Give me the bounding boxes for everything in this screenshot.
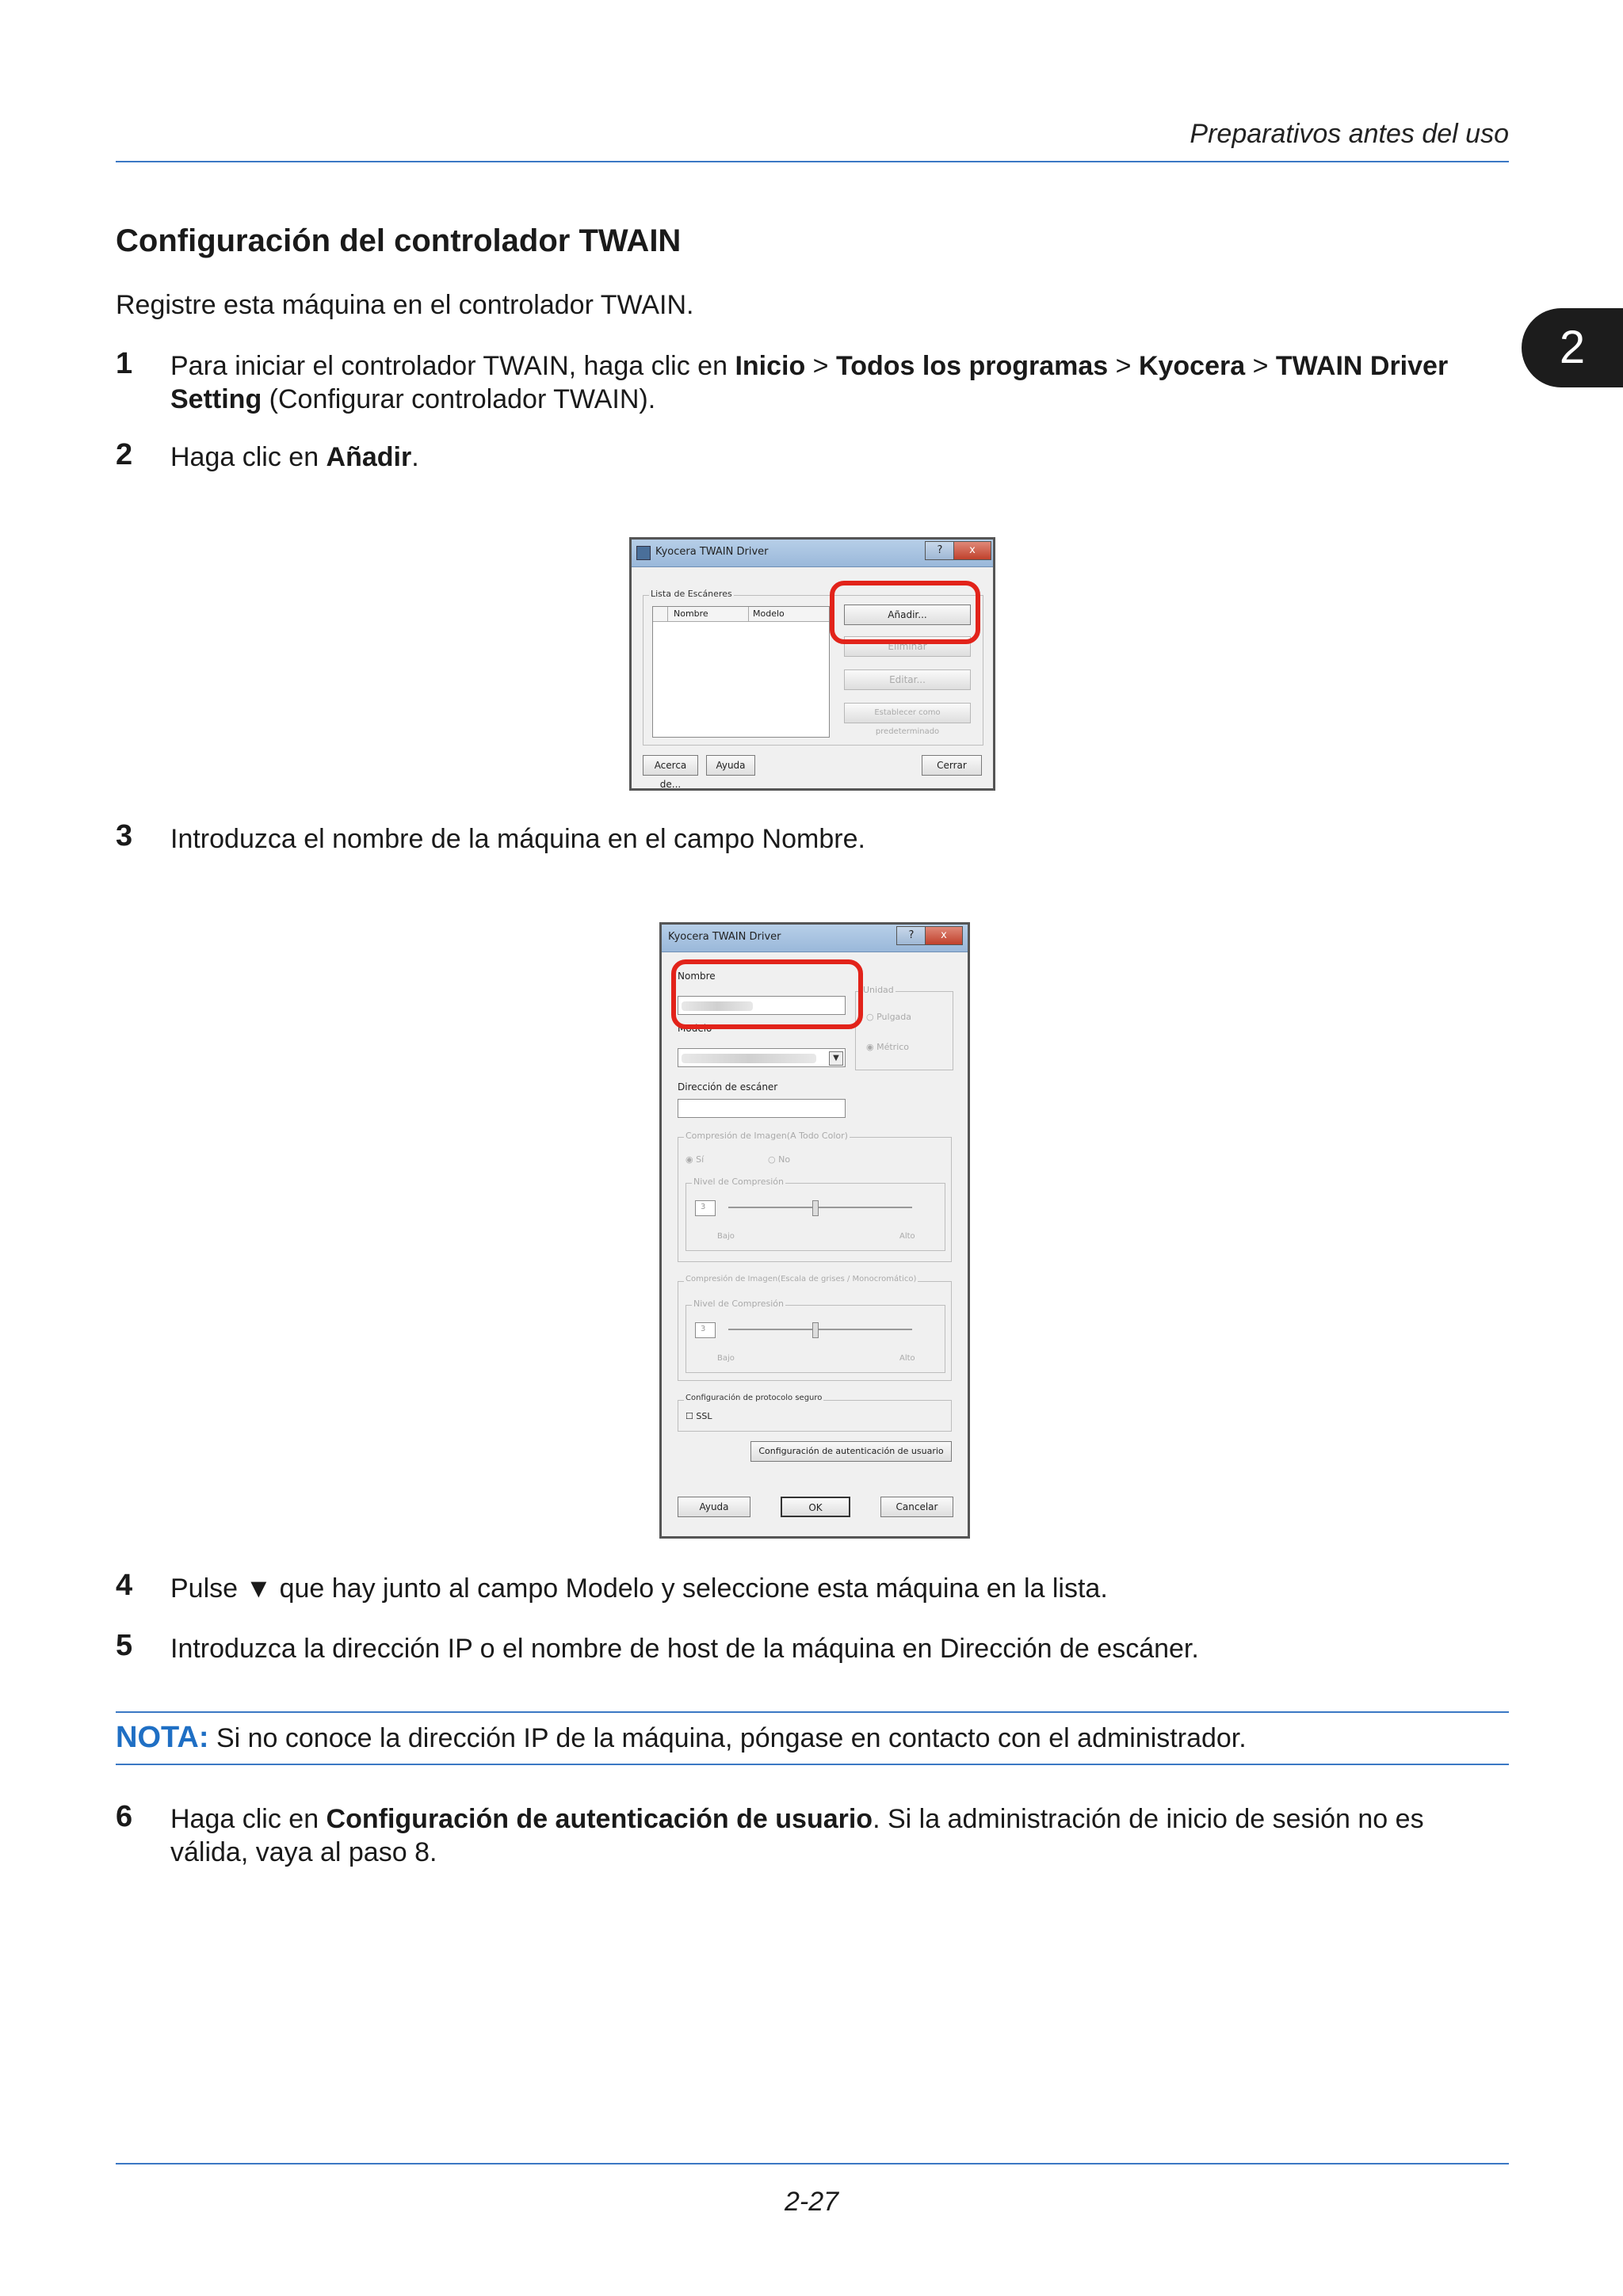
scanner-list[interactable] <box>652 606 830 738</box>
group-label: Configuración de protocolo seguro <box>685 1394 823 1402</box>
unit-group <box>855 991 953 1070</box>
group-label: Compresión de Imagen(A Todo Color) <box>685 1131 848 1141</box>
help-title-button[interactable]: ? <box>896 926 926 945</box>
step-text: Pulse ▼ que hay junto al campo Modelo y seleccione esta máquina en la lista. <box>170 1573 1108 1604</box>
slider-thumb[interactable] <box>812 1322 819 1338</box>
delete-button[interactable]: Eliminar <box>844 636 971 657</box>
compression-level-group <box>685 1183 945 1251</box>
group-label: Unidad <box>863 985 894 995</box>
secure-protocol-group <box>678 1400 952 1432</box>
section-title: Configuración del controlador TWAIN <box>116 223 682 258</box>
model-label: Modelo <box>678 1023 712 1034</box>
running-header: Preparativos antes del uso <box>1190 119 1509 149</box>
high-label: Alto <box>899 1354 915 1363</box>
compression-slider[interactable] <box>728 1207 912 1208</box>
step-text: Para iniciar el controlador TWAIN, haga clic en Inicio > Todos los programas > Kyocera > TWAIN Driver Setting (Configurar controlador TWAIN). <box>170 351 1449 414</box>
set-default-button[interactable]: Establecer como predeterminado <box>844 703 971 723</box>
address-label: Dirección de escáner <box>678 1081 778 1093</box>
edit-button[interactable]: Editar... <box>844 669 971 690</box>
compression-slider[interactable] <box>728 1329 912 1330</box>
note <box>116 1721 1509 1755</box>
level-value: 3 <box>695 1322 716 1338</box>
step-number: 3 <box>116 819 133 852</box>
group-label: Nivel de Compresión <box>693 1299 785 1309</box>
highlight-ring <box>830 581 980 644</box>
step-number: 6 <box>116 1800 133 1833</box>
compression-level-group-2 <box>685 1305 945 1373</box>
model-select[interactable] <box>678 1048 846 1067</box>
group-label: Lista de Escáneres <box>651 589 732 599</box>
metric-radio[interactable]: ◉ Métrico <box>866 1042 910 1052</box>
slider-thumb[interactable] <box>812 1200 819 1216</box>
step-text: Introduzca el nombre de la máquina en el campo Nombre. <box>170 824 865 854</box>
column-model[interactable]: Modelo <box>753 608 785 619</box>
step-number: 4 <box>116 1569 133 1602</box>
close-title-button[interactable]: x <box>953 541 991 560</box>
low-label: Bajo <box>717 1354 735 1363</box>
yes-radio[interactable]: ◉ Sí <box>685 1154 705 1165</box>
intro-text: Registre esta máquina en el controlador TWAIN. <box>116 290 694 320</box>
step-text: Haga clic en Configuración de autenticación de usuario. Si la administración de inicio de sesión no es válida, vaya al paso 8. <box>170 1804 1424 1867</box>
chevron-down-icon[interactable]: ▼ <box>829 1051 843 1066</box>
chapter-tab: 2 <box>1522 308 1623 387</box>
scanner-address-field[interactable] <box>678 1099 846 1118</box>
highlight-ring <box>671 959 863 1029</box>
help-button[interactable]: Ayuda <box>706 755 755 776</box>
dialog-titlebar <box>632 540 993 567</box>
help-button[interactable]: Ayuda <box>678 1497 750 1517</box>
column-name[interactable]: Nombre <box>674 608 708 619</box>
group-label: Compresión de Imagen(Escala de grises / Monocromático) <box>685 1275 917 1283</box>
ssl-checkbox[interactable]: ☐ SSL <box>685 1411 712 1421</box>
footer-rule <box>116 2163 1509 2164</box>
close-button[interactable]: Cerrar <box>922 755 982 776</box>
note-rule-top <box>116 1711 1509 1713</box>
help-title-button[interactable]: ? <box>925 541 955 560</box>
page-number: 2-27 <box>784 2187 839 2217</box>
low-label: Bajo <box>717 1232 735 1241</box>
step-number: 1 <box>116 347 133 380</box>
twain-driver-dialog <box>629 537 995 791</box>
dialog-title: Kyocera TWAIN Driver <box>655 546 769 558</box>
add-button[interactable]: Añadir... <box>844 605 971 625</box>
inch-radio[interactable]: ○ Pulgada <box>866 1012 912 1022</box>
high-label: Alto <box>899 1232 915 1241</box>
level-value: 3 <box>695 1200 716 1216</box>
header-rule <box>116 161 1509 162</box>
close-title-button[interactable]: x <box>925 926 963 945</box>
group-label: Nivel de Compresión <box>693 1177 785 1187</box>
user-auth-settings-button[interactable]: Configuración de autenticación de usuario <box>750 1441 952 1462</box>
twain-driver-add-dialog <box>659 922 970 1539</box>
step-text: Haga clic en Añadir. <box>170 442 419 472</box>
app-icon <box>636 546 651 560</box>
ok-button[interactable]: OK <box>781 1497 850 1517</box>
name-label: Nombre <box>678 971 716 982</box>
cancel-button[interactable]: Cancelar <box>880 1497 953 1517</box>
step-text: Introduzca la dirección IP o el nombre de host de la máquina en Dirección de escáner. <box>170 1634 1199 1664</box>
dialog-titlebar <box>662 925 968 952</box>
about-button[interactable]: Acerca de... <box>643 755 698 776</box>
note-text: Si no conoce la dirección IP de la máquina, póngase en contacto con el administrador. <box>208 1723 1247 1753</box>
no-radio[interactable]: ○ No <box>768 1154 791 1165</box>
dialog-title: Kyocera TWAIN Driver <box>668 931 781 943</box>
note-label: NOTA: <box>116 1721 209 1754</box>
step-number: 2 <box>116 438 133 471</box>
note-rule-bottom <box>116 1764 1509 1765</box>
step-number: 5 <box>116 1629 133 1662</box>
